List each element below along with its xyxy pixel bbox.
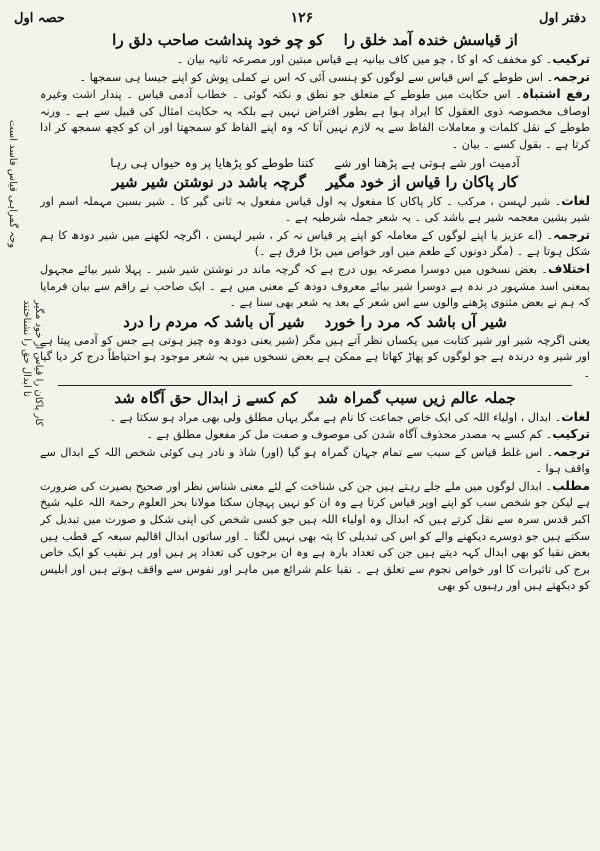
paragraph-text: ۔ کم کسے یہ مصدر محذوف آگاہ شدن کی موصوف و صفت مل کر مفعول مطلق ہے ۔ <box>146 428 553 442</box>
section-label: ترجمہ <box>553 226 590 242</box>
page-header <box>14 8 586 28</box>
paragraph <box>40 86 590 153</box>
paragraph-text: ۔ کو مخفف کہ او کا ، چو میں کاف بیانیہ ہے قیاس مبتین اور مصرعہ ثانیہ بیان ۔ <box>176 53 553 66</box>
paragraph <box>40 51 590 69</box>
margin-note: تا ابدال حق را نشناختند <box>21 300 32 397</box>
hemistich: از قیاسش خندہ آمد خلق را <box>343 31 518 49</box>
hemistich: جملہ عالم زیں سبب گمراہ شد <box>317 388 516 407</box>
page-number: ۱۲۶ <box>290 10 314 26</box>
paragraph-text: ۔ ابدال ، اولیاء اللہ کی ایک خاص جماعت کا نام ہے مگر یہاں مطلق ولی بھی مراد ہو سکتا ہے ۔ <box>109 410 562 424</box>
hemistich: شیر آں باشد کہ مردم را درد <box>123 312 305 331</box>
paragraph <box>40 69 590 87</box>
section-label: ترجمہ <box>553 68 590 84</box>
paragraph <box>40 193 590 227</box>
margin-note: وجہ گمراہی قیاس فاسد است <box>7 120 18 249</box>
verse-couplet <box>40 172 590 193</box>
section-label: ترکیب <box>552 51 590 66</box>
paragraph <box>40 444 590 478</box>
hemistich: کتنا طوطے کو پڑھایا پر وہ حیواں ہی رہا <box>110 155 315 170</box>
paragraph-text: یعنی اگرچہ شیر اور شیر کتابت میں یکساں نظر آتے ہیں مگر (شیر یعنی دودھ وہ چیز ہوتی ہے جس کو آدمی پیتا ہے اور شیر وہ درندہ ہے جو لوگوں کو پھاڑ کھاتا ہے ممکن ہے بعض نسخوں میں یہ شعر موجود ہو احتیاطاً درج کر دیا گیا ۔ <box>40 333 590 380</box>
hemistich: کار پاکان را قیاس از خود مگیر <box>325 172 518 191</box>
paragraph-text: ۔ شیر لہسن ، مرکب ۔ کار پاکاں کا مفعول یہ اول قیاس مفعول بہ ثانی گیر کا ۔ شیر بسبن مہملہ اسم اور شیر بشین معجمہ شیر ہے باشد کی ۔ یہ شعر جملہ شرطیہ ہے ۔ <box>40 194 590 225</box>
page-body <box>40 30 590 845</box>
margin-note: کار پاکان را قیاس از خود مگیر <box>33 300 44 427</box>
verse-couplet <box>40 388 590 409</box>
paragraph-text: ۔ بعض نسخوں میں دوسرا مصرعہ یوں درج ہے کہ گرچہ ماند در نوشتن شیر شیر ۔ پہلا شیر بیائے مجہول بمعنی اسد مشہور در ندہ ہے دوسرا شیر بیائے معروف دودھ کے معنی میں ہے ۔ ایک صاحب نے راقم سے بیان فرمایا کہ ہم نے بعض مثنوی پڑھنے والوں سے اس شعر کے بعد یہ شعر بھی سنا ہے ۔ <box>40 262 590 310</box>
paragraph <box>40 333 590 383</box>
paragraph-text: ۔ اس طوطے کے اس قیاس سے لوگوں کو ہنسی آئی کہ اس نے کملی پوش کو اپنے جیسا ہی سمجھا ۔ <box>79 70 554 84</box>
header-book-title: دفتر اول <box>539 10 586 26</box>
section-label: مطلب <box>552 477 590 493</box>
section-label: رفع اشتباہ <box>522 86 590 102</box>
hemistich: گرچہ باشد در نوشتن شیر شیر <box>112 172 306 191</box>
section-label: اختلاف <box>547 260 590 276</box>
quoted-couplet <box>40 154 590 172</box>
verse-couplet <box>40 30 590 51</box>
header-section: حصہ اول <box>14 10 65 26</box>
hemistich: آدمیت اور شے ہوتی ہے پڑھنا اور شے <box>334 155 520 170</box>
paragraph <box>40 426 590 444</box>
paragraph <box>40 227 590 261</box>
paragraph-text: ۔ (اے عزیز یا اپنے لوگوں کے معاملہ کو اپنے پر قیاس نہ کر ، شیر لہسن ، اگرچہ لکھنے میں شیر دودھ کا ہم شکل ہوتا ہے ۔ (مگر دونوں کے طعم میں اور خواص میں بڑا فرق ہے ۔) <box>40 228 590 259</box>
hemistich: کم کسے ز ابدال حق آگاہ شد <box>114 388 298 407</box>
paragraph-text: ۔ اس غلط قیاس کے سبب سے تمام جہان گمراہ ہو گیا (اور) شاذ و نادر ہی کوئی شخص اللہ کے ابدال سے واقف ہوا ۔ <box>40 445 590 476</box>
divider <box>58 385 572 386</box>
paragraph <box>40 409 590 427</box>
paragraph-text: ۔ اس حکایت میں طوطے کے متعلق جو نطق و نکتہ گوئی ۔ خطاب آدمی قیاس ۔ پندار اشت وغیرہ اوصاف مخصوصہ ذوی العقول کا ایراد ہوا ہے بطور افتراض نہیں ہے بلکہ یہ حکایت امثال کی قبیل سے ہے ۔ ورنہ طوطے کے نقل کلمات و معاملات الفاظ سے یہ لازم نہیں آتا کہ وہ اپنے الفاظ کو سمجھتا اور ان کو کچھ سمجھ کر ادا کرتا ہے ۔ بقول کسے ۔ بیان ۔ <box>40 88 590 151</box>
paragraph-text: ۔ ابدال لوگوں میں ملے جلے رہتے ہیں جن کی شناخت کے لئے معنی شناس نظر اور صحیح بصیرت کی ضرورت ہے لیکن جو شخص سب کو اپنے اوپر قیاس کرتا ہے وہ ان کو نہیں پہچان سکتا مولانا بحر العلوم رحمۃ اللہ علیہ شیخ اکبر قدس سرہ سے نقل کرتے ہیں کہ ابدال وہ اولیاء اللہ ہیں جو کسی شخص کی اپنی شکل و صورت میں تبدیل کر سکتے ہیں جو دوسرے دیکھنے والے کو اس کی تبدیلی کا پتہ بھی نہیں لگتا ۔ اور ساتوں ابدال اقالیم سبعہ کے قطب ہیں بعض نقبا کو بھی ابدال کہہ دیتے ہیں جن کی تعداد بارہ ہے وہ ان برجوں کی تعداد پر ہیں اور ہر نقیب کو ایک خاص برج کی تاثیرات کا اور خواص نجوم سے تعلق ہے ۔ نقبا علم شرائع میں ماہر اور نفوس سے واقف ہوتے ہیں اور ابلیس کو دیکھتے ہیں اور رہبوں کو بھی <box>40 479 590 593</box>
paragraph <box>40 261 590 312</box>
verse-couplet <box>40 312 590 333</box>
hemistich: کو چو خود پنداشت صاحب دلق را <box>112 31 324 49</box>
section-label: لغات <box>561 408 590 424</box>
hemistich: شیر آں باشد کہ مرد را خورد <box>324 312 507 331</box>
section-label: ترجمہ <box>553 443 590 459</box>
paragraph <box>40 478 590 595</box>
section-label: لغات <box>561 192 590 208</box>
section-label: ترکیب <box>552 426 590 442</box>
